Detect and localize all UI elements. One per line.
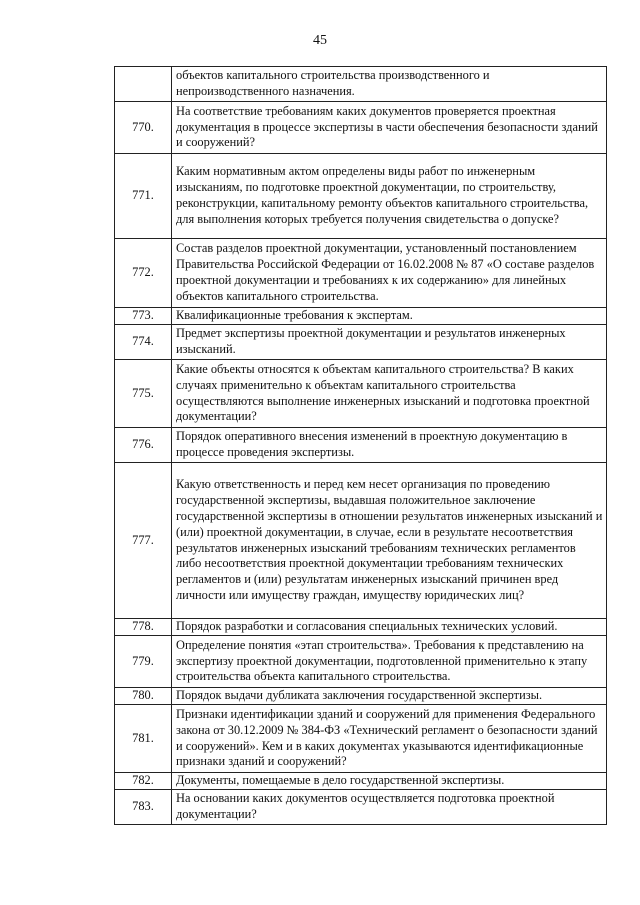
row-number: 771.	[115, 154, 172, 239]
table-row	[115, 102, 607, 154]
row-number: 782.	[115, 773, 172, 790]
table-row	[115, 688, 607, 705]
table-row	[115, 239, 607, 308]
row-number: 776.	[115, 428, 172, 463]
table-row	[115, 773, 607, 790]
questions-table	[114, 66, 607, 825]
table-row	[115, 619, 607, 636]
table-row	[115, 790, 607, 825]
table-row	[115, 428, 607, 463]
row-number: 774.	[115, 325, 172, 360]
row-number: 783.	[115, 790, 172, 825]
question-text: На основании каких документов осуществляется подготовка проектной документации?	[172, 790, 607, 825]
table-row	[115, 325, 607, 360]
row-number: 778.	[115, 619, 172, 636]
question-text: На соответствие требованиям каких документов проверяется проектная документация в процессе экспертизы в части обеспечения безопасности зданий и сооружений?	[172, 102, 607, 154]
row-number: 770.	[115, 102, 172, 154]
row-number: 780.	[115, 688, 172, 705]
question-text: Квалификационные требования к экспертам.	[172, 308, 607, 325]
question-text: Признаки идентификации зданий и сооружений для применения Федерального закона от 30.12.2009 № 384-ФЗ «Технический регламент о безопасности зданий и сооружений». Кем и в каких документах указываются идентификационные признаки зданий и сооружений?	[172, 705, 607, 773]
question-text: Порядок выдачи дубликата заключения государственной экспертизы.	[172, 688, 607, 705]
table-row	[115, 360, 607, 428]
question-text: объектов капитального строительства производственного и непроизводственного назначения.	[172, 67, 607, 102]
row-number	[115, 67, 172, 102]
row-number: 781.	[115, 705, 172, 773]
table-row	[115, 308, 607, 325]
question-text: Каким нормативным актом определены виды работ по инженерным изысканиям, по подготовке проектной документации, по строительству, реконструкции, капитальному ремонту объектов капитального строительства, для выполнения которых требуется получения свидетельства о допуске?	[172, 154, 607, 239]
table-row	[115, 154, 607, 239]
row-number: 779.	[115, 636, 172, 688]
table-row	[115, 636, 607, 688]
row-number: 772.	[115, 239, 172, 308]
question-text: Порядок оперативного внесения изменений в проектную документацию в процессе проведения экспертизы.	[172, 428, 607, 463]
question-text: Состав разделов проектной документации, установленный постановлением Правительства Российской Федерации от 16.02.2008 № 87 «О составе разделов проектной документации и требованиях к их содержанию» для линейных объектов капитального строительства.	[172, 239, 607, 308]
table-row	[115, 705, 607, 773]
question-text: Предмет экспертизы проектной документации и результатов инженерных изысканий.	[172, 325, 607, 360]
table-row	[115, 67, 607, 102]
question-text: Какую ответственность и перед кем несет организация по проведению государственной экспертизы, выдавшая положительное заключение государственной экспертизы в отношении результатов инженерных изысканий и (или) проектной документации, в случае, если в результате несоответствия результатов инженерных изысканий требованиям технических регламентов либо несоответствия проектной документации требованиям технических регламентов и (или) результатам инженерных изысканий причинен вред личности или имуществу граждан, имуществу юридических лиц?	[172, 463, 607, 619]
page-number: 45	[313, 33, 327, 48]
question-text: Какие объекты относятся к объектам капитального строительства? В каких случаях применительно к объектам капитального строительства осуществляются выполнение инженерных изысканий и подготовка проектной документации?	[172, 360, 607, 428]
row-number: 773.	[115, 308, 172, 325]
table-row	[115, 463, 607, 619]
row-number: 777.	[115, 463, 172, 619]
question-text: Документы, помещаемые в дело государственной экспертизы.	[172, 773, 607, 790]
question-text: Определение понятия «этап строительства». Требования к представлению на экспертизу проектной документации, подготовленной применительно к этапу строительства объекта капитального строительства.	[172, 636, 607, 688]
row-number: 775.	[115, 360, 172, 428]
question-text: Порядок разработки и согласования специальных технических условий.	[172, 619, 607, 636]
